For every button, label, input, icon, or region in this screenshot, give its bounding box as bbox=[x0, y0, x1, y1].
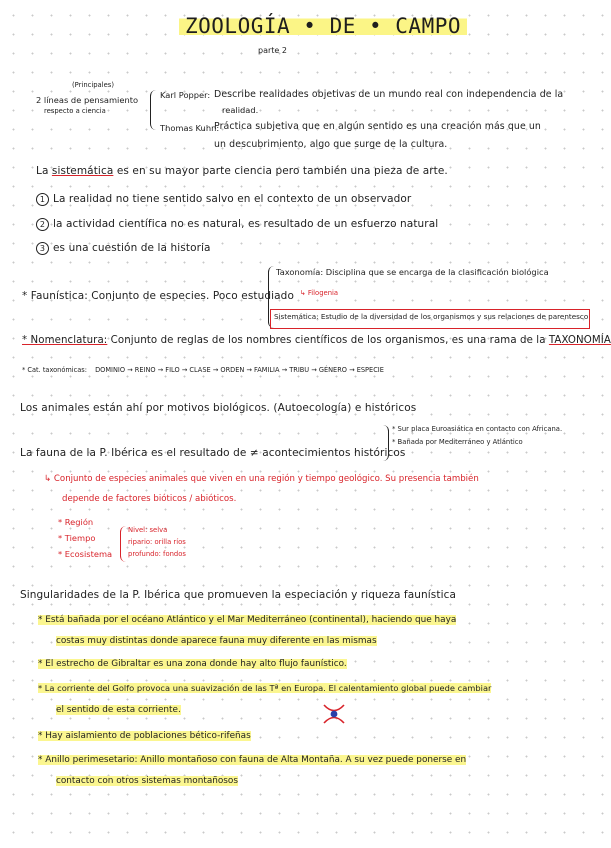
ecosistema-brace bbox=[120, 526, 126, 562]
singularidades-b4-text: * Hay aislamiento de poblaciones bético-rifeñas bbox=[38, 731, 251, 741]
animales-text: Los animales están ahí por motivos biológicos. (Autoecología) e históricos bbox=[20, 402, 417, 414]
singularidades-b2 bbox=[38, 659, 347, 669]
taxonomia-text: Taxonomía: Disciplina que se encarga de la clasificación biológica bbox=[276, 267, 549, 277]
sistematica-box-text: Sistemática: Estudio de la diversidad de los organismos y sus relaciones de parentesco bbox=[274, 312, 589, 321]
fauna-item-region: * Región bbox=[58, 517, 94, 527]
sistematica-intro-b: es en su mayor parte ciencia pero también una pieza de arte. bbox=[113, 165, 448, 177]
fauna-def-2: depende de factores bióticos / abióticos. bbox=[62, 494, 237, 504]
sistematica-item-2 bbox=[36, 218, 438, 231]
singularidades-b3a-text: * La corriente del Golfo provoca una suavización de las Tª en Europa. El calentamiento global puede cambiar bbox=[38, 683, 492, 693]
page-title: ZOOLOGÍA • DE • CAMPO bbox=[179, 14, 467, 38]
sistematica-item-1 bbox=[36, 193, 411, 206]
singularidades-b1b-text: costas muy distintas donde aparece fauna muy diferente en las mismas bbox=[56, 636, 377, 646]
sistematica-item-3-text: es una cuestión de la historia bbox=[53, 242, 211, 254]
ecosistema-2: ripario: orilla ríos bbox=[128, 538, 186, 546]
popper-text-1: Describe realidades objetivas de un mundo real con independencia de la bbox=[214, 89, 564, 100]
filogenia-arrow-icon: ↳ bbox=[300, 289, 308, 297]
sistematica-intro-a: La bbox=[36, 165, 52, 177]
nomenclatura-row bbox=[22, 335, 611, 347]
kuhn-text-1: Práctica subjetiva que en algún sentido es una creación más que un bbox=[214, 121, 541, 132]
filogenia-text: Filogenia bbox=[307, 289, 339, 297]
popper-name: Karl Popper: bbox=[160, 90, 211, 100]
faunistica-label: * Faunística: Conjunto de especies. Poco estudiado bbox=[22, 290, 294, 302]
fauna-item-tiempo: * Tiempo bbox=[58, 533, 96, 543]
number-circle: 3 bbox=[36, 242, 49, 255]
sistematica-intro bbox=[36, 165, 448, 177]
lineas-brace bbox=[150, 90, 157, 130]
nomenclatura-word: TAXONOMÍA bbox=[548, 335, 611, 346]
strait-doodle-icon bbox=[320, 702, 348, 726]
number-circle: 2 bbox=[36, 218, 49, 231]
singularidades-b5a bbox=[38, 755, 466, 765]
singularidades-b3a bbox=[38, 684, 491, 694]
sistematica-item-1-text: La realidad no tiene sentido salvo en el contexto de un observador bbox=[53, 193, 412, 205]
singularidades-b1a-text: * Está bañada por el océano Atlántico y el Mar Mediterráneo (continental), haciendo que haya bbox=[38, 615, 457, 625]
number-circle: 1 bbox=[36, 193, 49, 206]
singularidades-b3b-text: el sentido de esta corriente. bbox=[56, 705, 181, 715]
singularidades-b1a bbox=[38, 615, 456, 625]
ecosistema-3: profundo: fondos bbox=[128, 550, 186, 558]
taxones-label: * Cat. taxonómicas: bbox=[22, 366, 87, 374]
lineas-principales: (Principales) bbox=[72, 81, 114, 89]
nomenclatura-text: Conjunto de reglas de los nombres científicos de los organismos, es una rama de la bbox=[110, 335, 546, 346]
nomenclatura-label: * Nomenclatura: bbox=[22, 335, 108, 346]
singularidades-title: Singularidades de la P. Ibérica que promueven la especiación y riqueza faunística bbox=[20, 589, 456, 601]
sistematica-intro-word: sistemática bbox=[51, 165, 114, 177]
taxones-chain: DOMINIO → REINO → FILO → CLASE → ORDEN → FAMILIA → TRIBU → GÉNERO → ESPECIE bbox=[95, 366, 384, 374]
singularidades-b3b bbox=[56, 705, 181, 715]
singularidades-b5a-text: * Anillo perimesetario: Anillo montañoso con fauna de Alta Montaña. A su vez puede ponerse en bbox=[38, 755, 467, 765]
singularidades-b2-text: * El estrecho de Gibraltar es una zona donde hay alto flujo faunístico. bbox=[38, 659, 347, 669]
fauna-brace bbox=[382, 425, 389, 461]
fauna-item-ecosistema: * Ecosistema bbox=[58, 549, 113, 559]
ecosistema-1: Nivel: selva bbox=[128, 526, 168, 534]
page-subtitle: parte 2 bbox=[258, 46, 287, 55]
fauna-def-1: ↳ Conjunto de especies animales que viven en una región y tiempo geológico. Su presencia también bbox=[44, 474, 479, 484]
singularidades-b1b bbox=[56, 636, 377, 646]
popper-text-2: realidad. bbox=[222, 105, 259, 115]
taxones-row bbox=[22, 367, 384, 375]
lineas-label-2: respecto a ciencia bbox=[44, 107, 106, 115]
fauna-note-1: * Sur placa Euroasiática en contacto con Africana. bbox=[392, 425, 563, 433]
kuhn-text-2: un descubrimiento, algo que surge de la cultura. bbox=[214, 139, 448, 150]
filogenia-label bbox=[300, 290, 338, 298]
sistematica-item-3 bbox=[36, 242, 211, 255]
lineas-label-1: 2 líneas de pensamiento bbox=[36, 95, 139, 105]
singularidades-b4 bbox=[38, 731, 251, 741]
singularidades-b5b bbox=[56, 776, 238, 786]
fauna-note-2: * Bañada por Mediterráneo y Atlántico bbox=[392, 438, 523, 446]
kuhn-name: Thomas Kuhn: bbox=[160, 123, 220, 133]
singularidades-b5b-text: contacto con otros sistemas montañosos bbox=[56, 776, 238, 786]
sistematica-item-2-text: la actividad científica no es natural, es resultado de un esfuerzo natural bbox=[53, 218, 439, 230]
fauna-text: La fauna de la P. Ibérica es el resultado de ≠ acontecimientos históricos bbox=[20, 447, 406, 459]
